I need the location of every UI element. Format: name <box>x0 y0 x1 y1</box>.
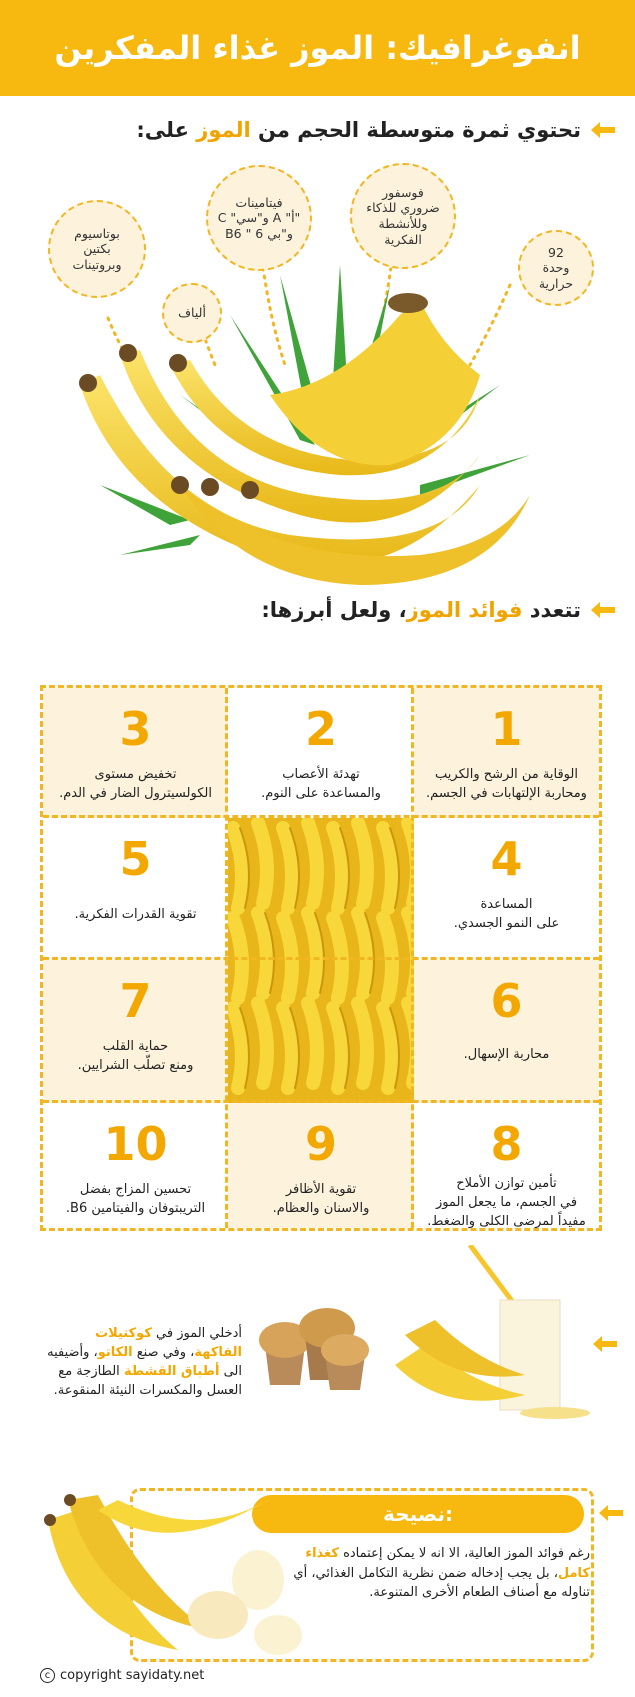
advice-arrow <box>599 1505 623 1521</box>
muffins-illustration <box>255 1290 375 1390</box>
benefit-cell-7 <box>43 960 228 1103</box>
benefit-cell-4 <box>414 818 599 960</box>
nutrient-bubble-phosphorus: فوسفور ضروري للذكاء وللأنشطة الفكرية <box>350 163 456 269</box>
nutrient-bubble-fiber: ألياف <box>162 283 222 343</box>
benefit-number: 7 <box>119 974 152 1028</box>
benefit-text: الوقاية من الرشح والكريب ومحاربة الإلتهابات في الجسم. <box>426 767 587 801</box>
section-title-text: تتعدد فوائد الموز، ولعل أبرزها: <box>261 598 581 622</box>
arrow-left-icon <box>591 602 615 618</box>
section-title-text: تحتوي ثمرة متوسطة الحجم من الموز على: <box>136 118 581 142</box>
benefit-cell-8 <box>414 1103 599 1228</box>
advice-title: نصيحة: <box>252 1495 584 1533</box>
benefit-number: 6 <box>490 974 523 1028</box>
copyright-footer <box>40 1668 204 1683</box>
benefit-cell-10 <box>43 1103 228 1228</box>
benefit-number: 8 <box>490 1117 523 1171</box>
benefit-text: المساعدة على النمو الجسدي. <box>453 897 560 931</box>
benefit-text: تهدئة الأعصاب والمساعدة على النوم. <box>261 767 381 801</box>
benefit-cell-6 <box>414 960 599 1103</box>
benefit-text: حماية القلب ومنع تصلّب الشرايين. <box>77 1039 194 1073</box>
nutrient-bubble-potassium: بوتاسيوم بكتين وبروتينات <box>48 200 146 298</box>
benefit-number: 4 <box>490 832 523 886</box>
advice-text: رغم فوائد الموز العالية، الا انه لا يمكن إعتماده كغذاء كامل، بل يجب إدخاله ضمن نظرية التكامل الغذائي، أي تناوله مع أصناف الطعام الأخرى المتنوعة. <box>293 1546 590 1600</box>
arrow-left-icon <box>599 1505 623 1521</box>
benefit-number: 3 <box>119 702 152 756</box>
nutrient-bubble-calories: 92 وحدة حرارية <box>518 230 594 306</box>
banana-pile-photo <box>228 818 414 1103</box>
benefit-text: تقوية القدرات الفكرية. <box>74 907 197 922</box>
benefit-text: محاربة الإسهال. <box>463 1047 550 1062</box>
benefit-number: 1 <box>490 702 523 756</box>
tip-arrow <box>593 1336 617 1352</box>
copyright-text: copyright sayidaty.net <box>60 1668 205 1683</box>
benefit-number: 2 <box>305 702 338 756</box>
peeled-banana-illustration <box>38 1480 328 1670</box>
benefit-number: 5 <box>119 832 152 886</box>
benefit-text: تحسين المزاج بفضل التريبتوفان والفيتامين B6. <box>65 1182 206 1216</box>
benefit-cell-1 <box>414 688 599 818</box>
copyright-icon: c <box>40 1668 55 1683</box>
benefit-text: تخفيض مستوى الكولسيترول الضار في الدم. <box>59 767 212 801</box>
header-banner <box>0 0 635 96</box>
benefit-number: 10 <box>103 1117 168 1171</box>
benefit-cell-5 <box>43 818 228 960</box>
benefit-cell-3 <box>43 688 228 818</box>
tip-text: أدخلي الموز في كوكتيلات الفاكهة، وفي صنع الكاتو، وأضيفيه الى أطباق القشطة الطازجة مع العسل والمكسرات النيئة المنقوعة. <box>47 1326 242 1398</box>
nutrient-bubble-vitamins: فيتامينات "أ" A و"سي" C و"بي 6 " B6 <box>206 165 312 271</box>
section-title-nutrients <box>136 118 615 142</box>
arrow-left-icon <box>591 122 615 138</box>
page-title: انفوغرافيك: الموز غذاء المفكرين <box>54 29 581 67</box>
banana-smoothie-illustration <box>395 1245 605 1420</box>
benefit-cell-2 <box>228 688 414 818</box>
section-title-benefits <box>261 598 615 622</box>
benefits-grid <box>40 685 602 1231</box>
benefit-text: تقوية الأظافر والاسنان والعظام. <box>272 1182 370 1216</box>
banana-bunch-illustration <box>60 255 580 605</box>
benefit-text: تأمين توازن الأملاح في الجسم، ما يجعل الموز مفيداً لمرضى الكلى والضغط. <box>427 1176 586 1229</box>
arrow-left-icon <box>593 1336 617 1352</box>
benefit-cell-9 <box>228 1103 414 1228</box>
benefit-number: 9 <box>305 1117 338 1171</box>
